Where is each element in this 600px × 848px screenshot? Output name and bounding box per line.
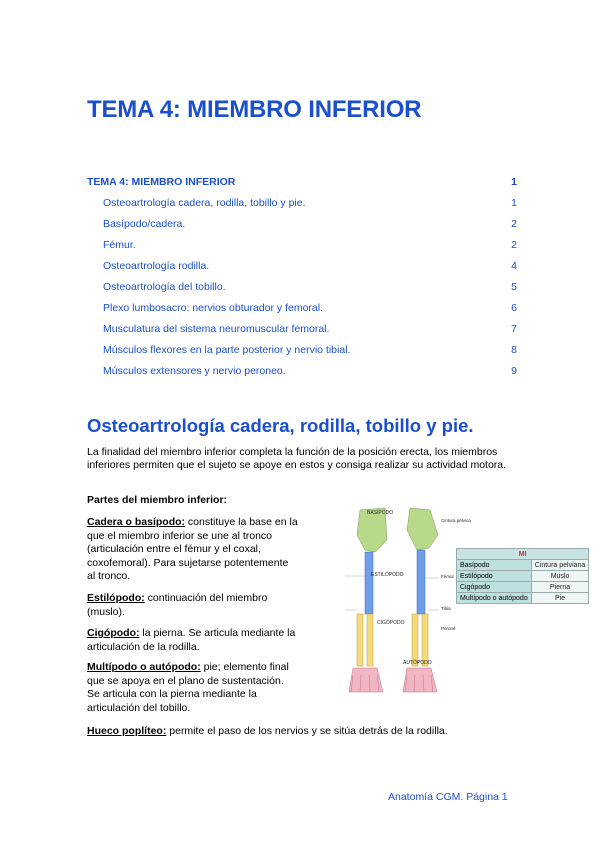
intro-paragraph: La finalidad del miembro inferior completa la función de la posición erecta, los miembros inferiores permiten que el sujeto se apoye en estos y consiga realizar su actividad motora. [87,446,507,471]
definition-term: Cadera o basípodo: [87,516,186,528]
table-row [457,593,589,604]
parts-table [456,548,589,604]
definition-term: Hueco poplíteo: [87,725,167,737]
page-footer: Anatomía CGM. Página 1 [388,791,508,803]
toc-entry-page[interactable]: 9 [511,365,517,377]
label-cigopodo: CIGÓPODO [377,620,405,626]
skeleton-left [349,508,387,692]
page-title: TEMA 4: MIEMBRO INFERIOR [87,96,422,123]
toc-entry[interactable] [87,239,517,260]
table-cell: Estilópodo [457,571,532,582]
parts-table-header: MI [457,549,589,560]
toc-entry-label[interactable]: Músculos extensores y nervio peroneo. [103,365,286,377]
label-autopodo: AUTÓPODO [403,660,432,666]
toc-entry-label[interactable]: Musculatura del sistema neuromuscular femoral. [103,323,330,335]
definition-cigopodo [87,627,299,654]
table-cell: Pierna [531,582,589,593]
toc-entry-page[interactable]: 7 [511,323,517,335]
definition-text: constituye la base en la que el miembro inferior se une al tronco (articulación entre el fémur y el coxal, coxofemoral). Para sujetarse potentemente al tronco. [87,516,298,582]
definition-term: Cigópodo: [87,627,140,639]
section-heading: Osteoartrología cadera, rodilla, tobillo y pie. [87,415,474,436]
toc-entry-page[interactable]: 8 [511,344,517,356]
definition-text: la pierna. Se articula mediante la articulación de la rodilla. [87,627,296,653]
label-cintura: Cintura pélvica [441,518,471,523]
definition-text: continuación del miembro (muslo). [87,592,268,618]
toc-entry[interactable] [87,281,517,302]
table-cell: Muslo [531,571,589,582]
toc-entry-page[interactable]: 4 [511,260,517,272]
definition-text: permite el paso de los nervios y se sitúa detrás de la rodilla. [166,725,448,737]
toc-entry[interactable] [87,365,517,386]
table-row [457,560,589,571]
toc-entry-page[interactable]: 1 [511,176,517,188]
toc-entry-label[interactable]: Plexo lumbosacro: nervios obturador y femoral. [103,302,324,314]
label-perone: Peroné [441,626,456,631]
definition-cadera [87,516,299,584]
toc-entry-label[interactable]: Músculos flexores en la parte posterior y nervio tibial. [103,344,351,356]
toc-entry[interactable] [87,302,517,323]
toc-entry[interactable] [87,260,517,281]
toc-entry[interactable] [87,218,517,239]
table-cell: Pie [531,593,589,604]
toc-entry-label[interactable]: TEMA 4: MIEMBRO INFERIOR [87,176,236,188]
toc-entry-label[interactable]: Osteoartrología del tobillo. [103,281,226,293]
toc-entry-page[interactable]: 2 [511,218,517,230]
toc-entry-label[interactable]: Osteoartrología cadera, rodilla, tobillo y pie. [103,197,306,209]
definition-term: Multípodo o autópodo: [87,661,201,673]
toc-entry-page[interactable]: 6 [511,302,517,314]
label-femur: Fémur [441,574,455,579]
label-basipodo: BASÍPODO [367,510,394,516]
toc-entry[interactable] [87,344,517,365]
table-row [457,582,589,593]
toc-entry-label[interactable]: Basípodo/cadera. [103,218,186,230]
toc-entry-page[interactable]: 5 [511,281,517,293]
definition-autopodo [87,661,299,715]
toc-entry-page[interactable]: 2 [511,239,517,251]
toc-entry[interactable] [87,197,517,218]
definition-text: pie; elemento final que se apoya en el plano de sustentación. Se articula con la pierna mediante la articulación del tobillo. [87,661,289,714]
toc-entry-label[interactable]: Fémur. [103,239,136,251]
definition-term: Estilópodo: [87,592,145,604]
table-cell: Basípodo [457,560,532,571]
table-cell: Cigópodo [457,582,532,593]
definition-hueco-popliteo [87,725,507,739]
table-of-contents [87,176,517,386]
definition-estilopodo [87,592,299,619]
toc-entry[interactable] [87,323,517,344]
table-row [457,571,589,582]
label-tibia: Tibia [441,606,451,611]
table-cell: Cintura pelviana [531,560,589,571]
table-cell: Multípodo o autópodo [457,593,532,604]
toc-entry-label[interactable]: Osteoartrología rodilla. [103,260,210,272]
label-estilopodo: ESTILÓPODO [371,572,404,578]
parts-heading: Partes del miembro inferior: [87,494,228,506]
toc-entry[interactable] [87,176,517,197]
toc-entry-page[interactable]: 1 [511,197,517,209]
